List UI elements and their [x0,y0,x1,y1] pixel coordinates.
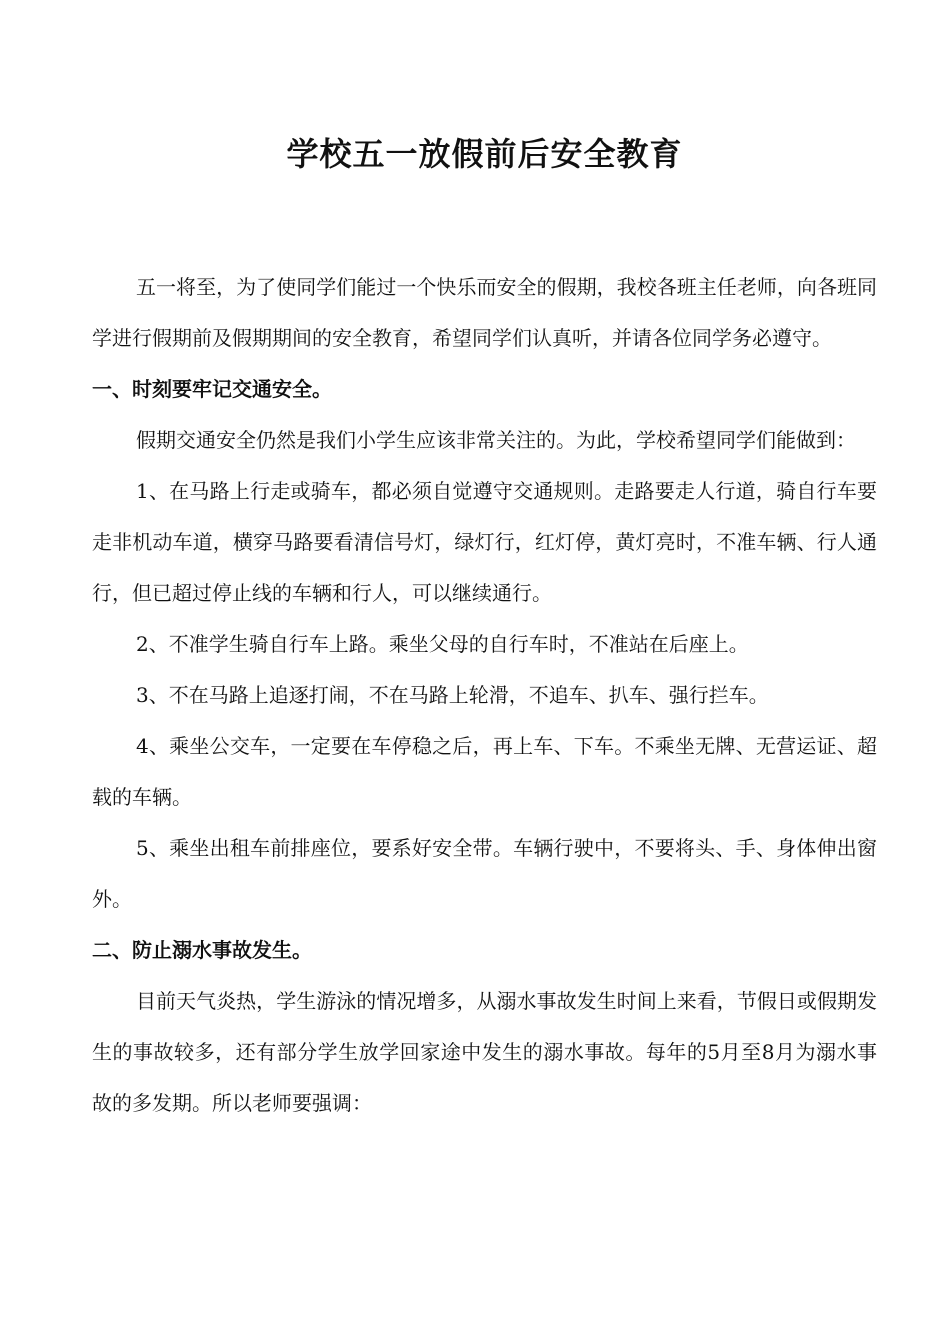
document-page [92,0,877,1344]
section-2-lead: 目前天气炎热，学生游泳的情况增多，从溺水事故发生时间上来看，节假日或假期发生的事故较多，还有部分学生放学回家途中发生的溺水事故。每年的5月至8月为溺水事故的多发期。所以老师要强调： [92,989,877,1115]
section-2-heading: 二、防止溺水事故发生。 [92,938,312,962]
section-1-item-4: 4、乘坐公交车，一定要在车停稳之后，再上车、下车。不乘坐无牌、无营运证、超载的车辆。 [92,734,877,809]
section-1-item-5: 5、乘坐出租车前排座位，要系好安全带。车辆行驶中，不要将头、手、身体伸出窗外。 [92,836,877,911]
section-1-heading: 一、时刻要牢记交通安全。 [92,377,332,401]
section-1-item-3: 3、不在马路上追逐打闹，不在马路上轮滑，不追车、扒车、强行拦车。 [136,683,769,707]
section-1-lead: 假期交通安全仍然是我们小学生应该非常关注的。为此，学校希望同学们能做到： [136,428,856,452]
section-1-item-2: 2、不准学生骑自行车上路。乘坐父母的自行车时，不准站在后座上。 [136,632,749,656]
section-1-item-1: 1、在马路上行走或骑车，都必须自觉遵守交通规则。走路要走人行道，骑自行车要走非机动车道，横穿马路要看清信号灯，绿灯行，红灯停，黄灯亮时，不准车辆、行人通行，但已超过停止线的车辆和行人，可以继续通行。 [92,479,877,605]
intro-paragraph: 五一将至，为了使同学们能过一个快乐而安全的假期，我校各班主任老师，向各班同学进行假期前及假期期间的安全教育，希望同学们认真听，并请各位同学务必遵守。 [92,275,877,350]
document-body [92,262,877,1129]
document-title: 学校五一放假前后安全教育 [286,135,683,173]
